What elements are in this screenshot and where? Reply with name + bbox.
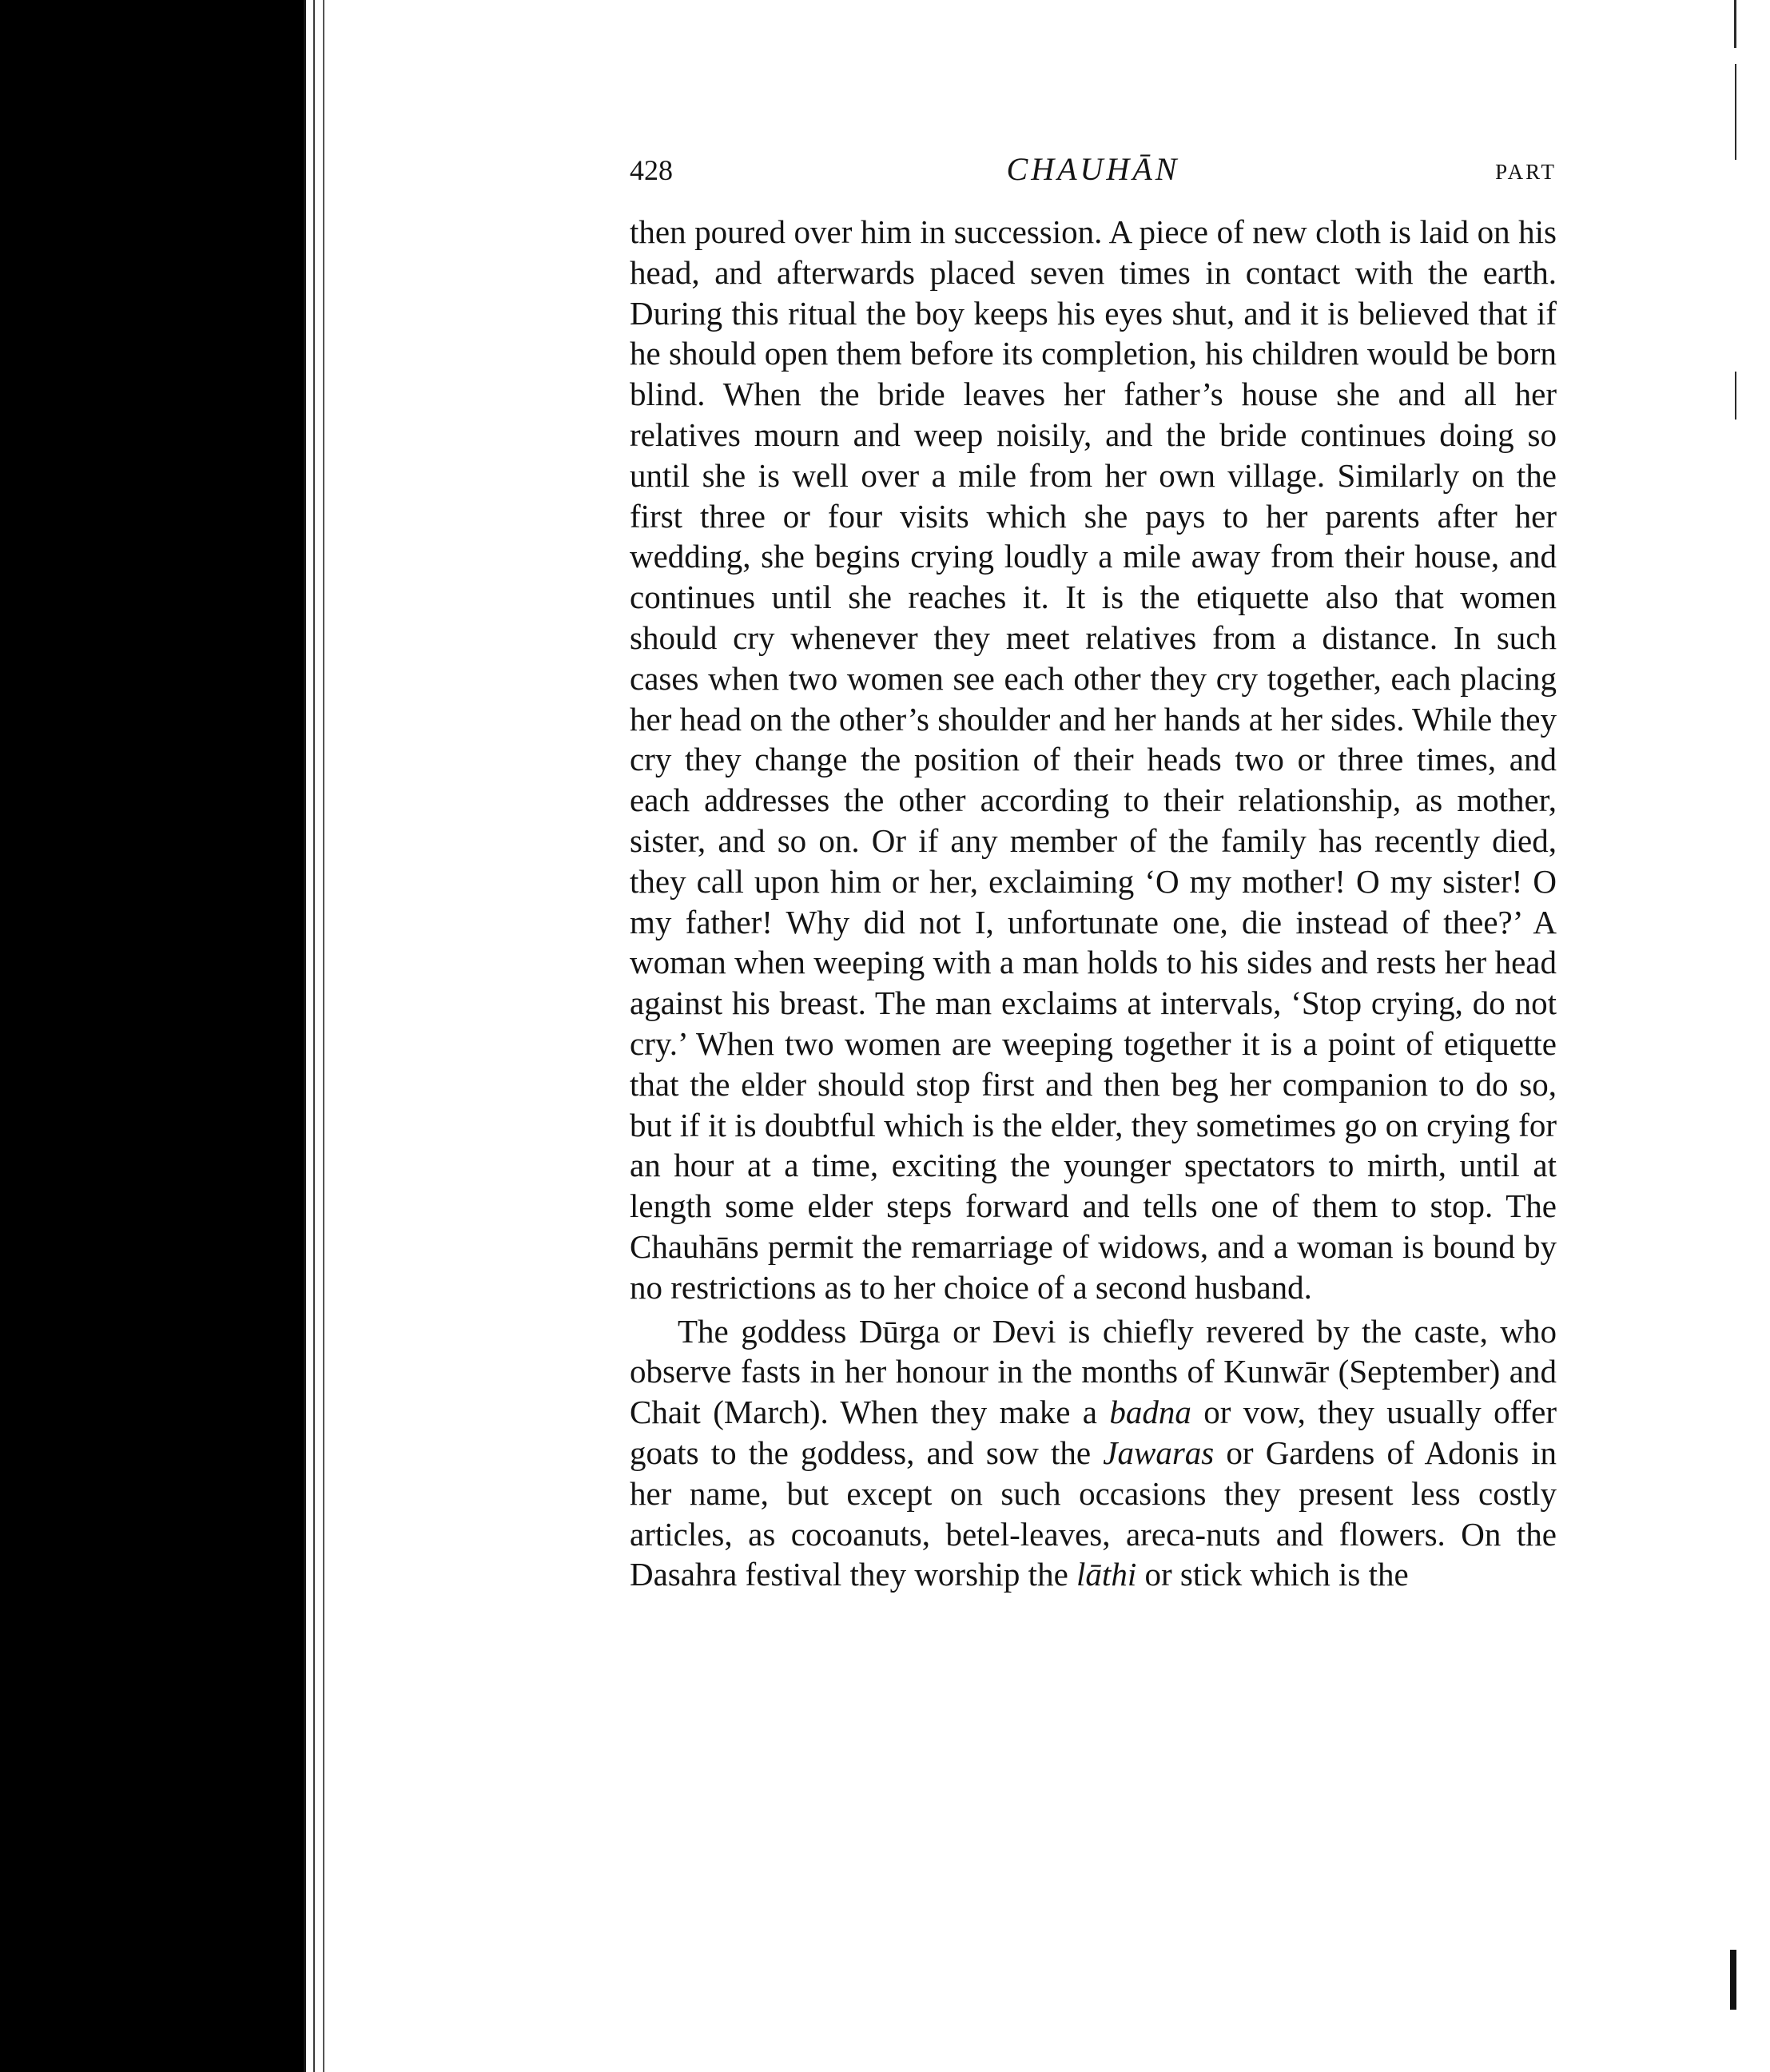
scan-edge-mark: [1735, 64, 1736, 160]
scan-binding-edge-line: [313, 0, 315, 2072]
scan-binding-shadow: [0, 0, 304, 2072]
italic-term: Jawaras: [1103, 1434, 1215, 1471]
body-text: [630, 212, 1557, 1595]
scan-edge-mark: [1734, 0, 1736, 48]
text-run: or Gardens of Adonis in her name, but except on such occasions they present less costly articles, as cocoanuts, betel-leaves, areca-nuts and flowers. On the Dasahra festival they worship the: [630, 1434, 1557, 1593]
part-label: PART: [1495, 160, 1557, 184]
scan-edge-mark: [1730, 1950, 1736, 2010]
text-run: The goddess Dūrga or Devi is chiefly revered by the caste, who observe fasts in her honour in the months of Kunwār (September) and Chait (March). When they make a: [630, 1312, 1557, 1431]
italic-term: badna: [1109, 1394, 1191, 1431]
page-header: [630, 153, 1557, 201]
page-number: 428: [630, 154, 673, 186]
running-title: CHAUHĀN: [1006, 151, 1180, 187]
scan-binding-edge-line: [304, 0, 306, 2072]
text-run: or stick which is the: [1136, 1556, 1409, 1593]
paragraph: [630, 1311, 1557, 1596]
italic-term: lāthi: [1076, 1556, 1137, 1593]
scan-binding-edge-line: [323, 0, 324, 2072]
text-run: or vow, they usually offer goats to the goddess, and sow the: [630, 1394, 1557, 1471]
paragraph: then poured over him in succession. A piece of new cloth is laid on his head, and afterwards placed seven times in contact with the earth. During this ritual the boy keeps his eyes shut, and it is believed that if he should open them before its completion, his children would be born blind. When the bride leaves her father’s house she and all her relatives mourn and weep noisily, and the bride continues doing so until she is well over a mile from her own village. Similarly on the first three or four visits which she pays to her parents after her wedding, she begins crying loudly a mile away from their house, and continues until she reaches it. It is the etiquette also that women should cry whenever they meet relatives from a distance. In such cases when two women see each other they cry together, each placing her head on the other’s shoulder and her hands at her sides. While they cry they change the position of their heads two or three times, and each addresses the other according to their relationship, as mother, sister, and so on. Or if any member of the family has recently died, they call upon him or her, exclaiming ‘O my mother! O my sister! O my father! Why did not I, unfortunate one, die instead of thee?’ A woman when weeping with a man holds to his sides and rests her head against his breast. The man exclaims at intervals, ‘Stop crying, do not cry.’ When two women are weeping together it is a point of etiquette that the elder should stop first and then beg her companion to do so, but if it is doubtful which is the elder, they sometimes go on crying for an hour at a time, exciting the younger spectators to mirth, until at length some elder steps forward and tells one of them to stop. The Chauhāns permit the remarriage of widows, and a woman is bound by no restrictions as to her choice of a second husband.: [630, 213, 1557, 1306]
scan-edge-mark: [1735, 372, 1736, 420]
